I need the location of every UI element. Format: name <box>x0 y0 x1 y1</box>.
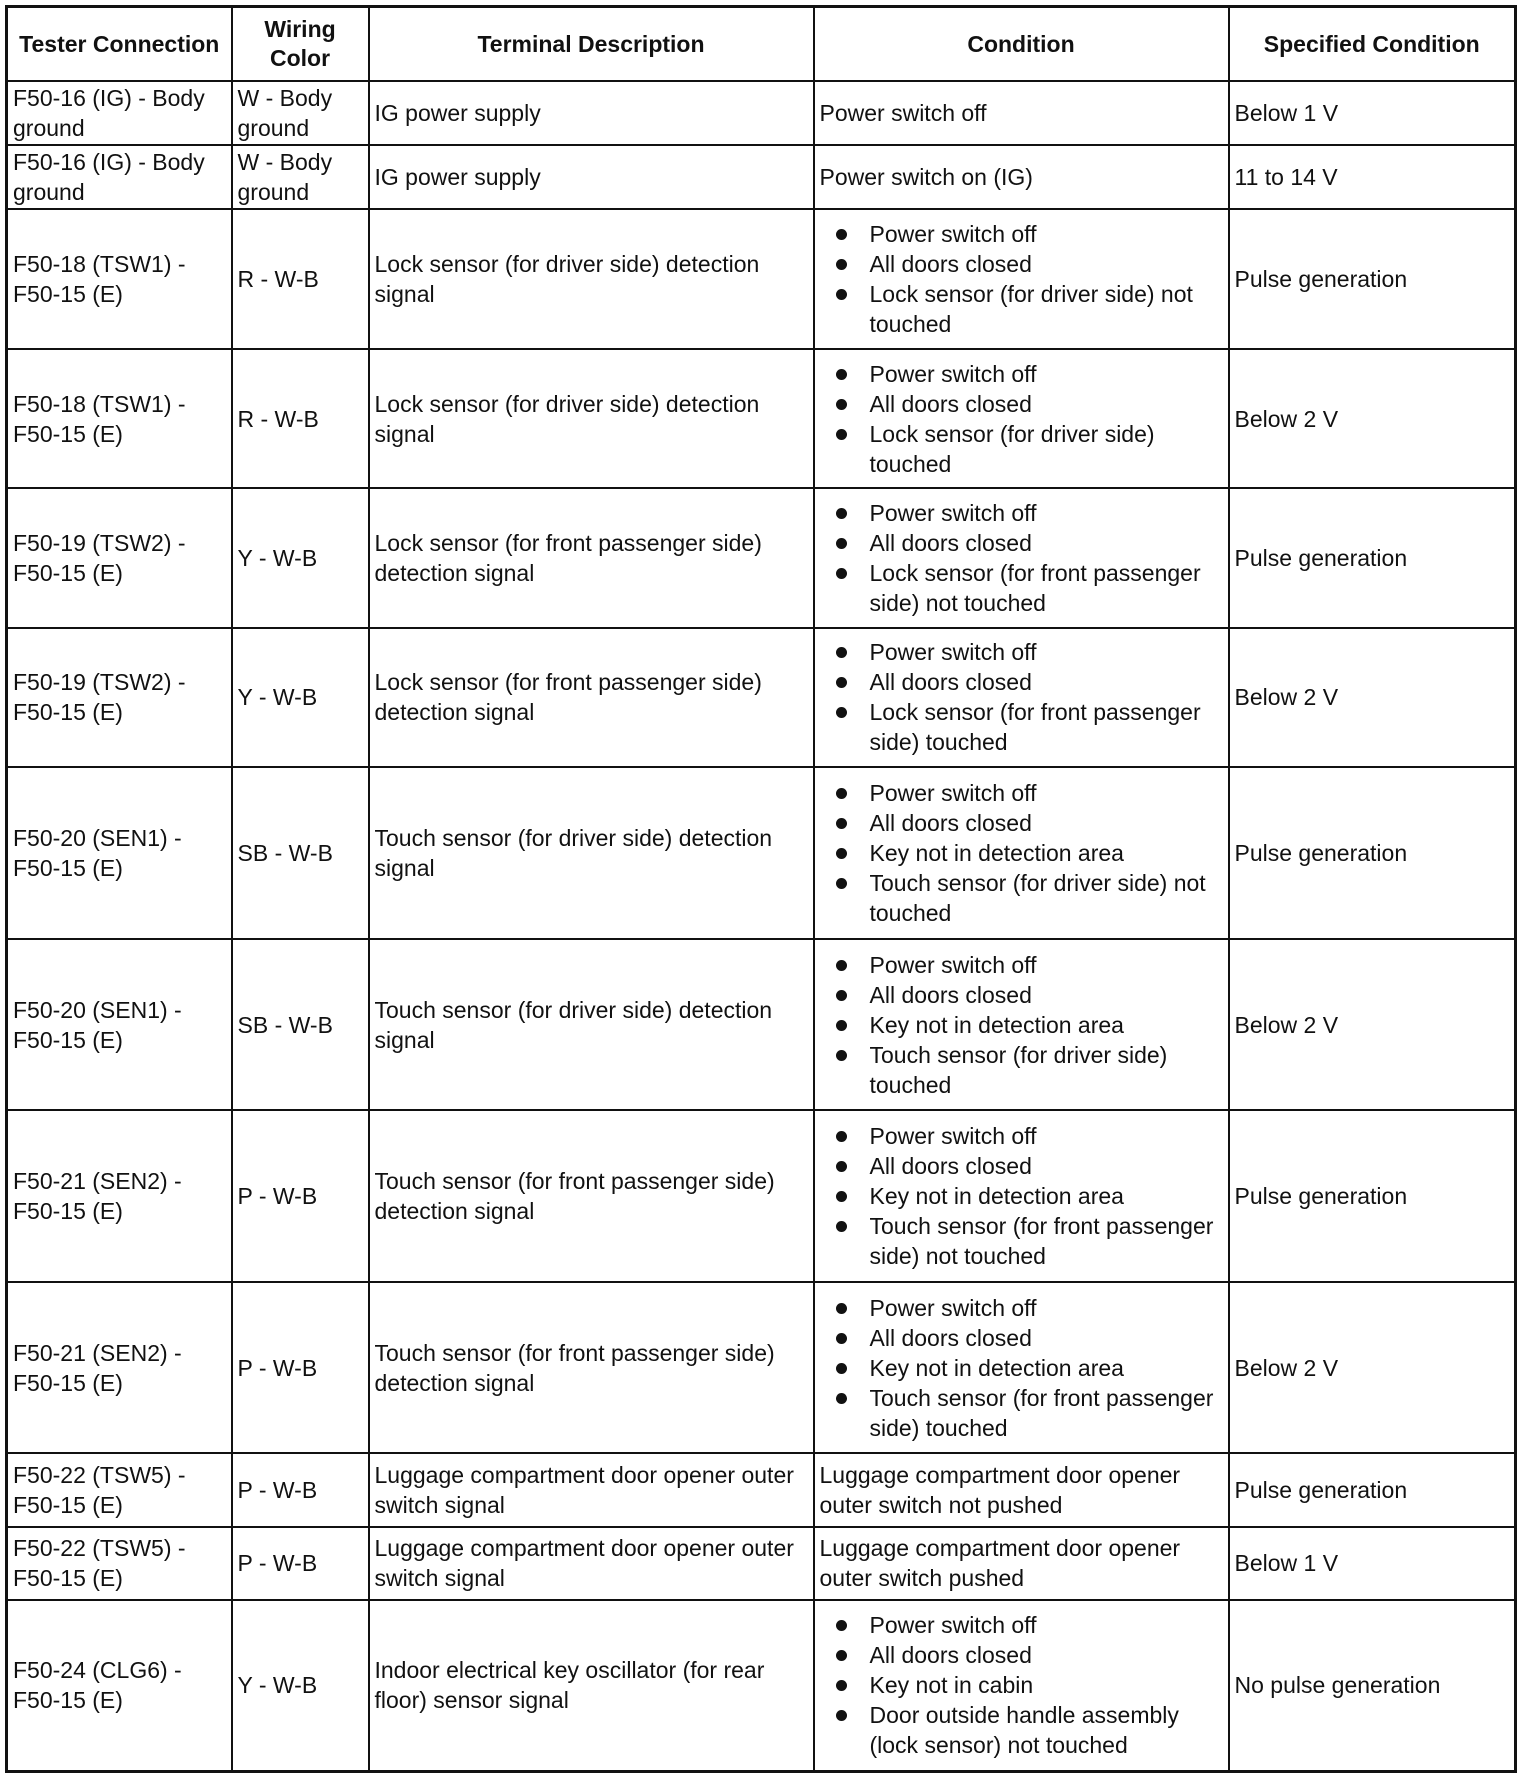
terminal-description-cell: Luggage compartment door opener outer switch signal <box>369 1453 814 1526</box>
condition-cell <box>814 1282 1229 1454</box>
condition-item: All doors closed <box>870 667 1223 697</box>
condition-item: Power switch off <box>870 1293 1223 1323</box>
specified-condition-cell: 11 to 14 V <box>1229 145 1516 209</box>
specified-condition-cell: Below 1 V <box>1229 81 1516 145</box>
condition-item: Touch sensor (for driver side) touched <box>870 1040 1223 1100</box>
condition-item: All doors closed <box>870 808 1223 838</box>
condition-item: Door outside handle assembly (lock sensor) not touched <box>870 1700 1223 1760</box>
condition-cell <box>814 209 1229 348</box>
table-row <box>7 1110 1516 1282</box>
condition-list <box>820 778 1223 928</box>
terminal-description-cell: Lock sensor (for front passenger side) detection signal <box>369 628 814 767</box>
tester-connection-cell: F50-19 (TSW2) - F50-15 (E) <box>7 628 232 767</box>
condition-item: Power switch off <box>870 950 1223 980</box>
specified-condition-cell: Pulse generation <box>1229 1453 1516 1526</box>
wiring-color-cell: W - Body ground <box>232 81 369 145</box>
condition-cell: Luggage compartment door opener outer switch not pushed <box>814 1453 1229 1526</box>
wiring-color-cell: R - W-B <box>232 209 369 348</box>
condition-item: Power switch off <box>870 498 1223 528</box>
condition-list <box>820 637 1223 757</box>
condition-item: Key not in detection area <box>870 1181 1223 1211</box>
terminal-description-cell: Lock sensor (for driver side) detection signal <box>369 349 814 488</box>
tester-connection-cell: F50-16 (IG) - Body ground <box>7 145 232 209</box>
terminal-description-cell: IG power supply <box>369 81 814 145</box>
condition-item: Power switch off <box>870 778 1223 808</box>
table-row <box>7 209 1516 348</box>
condition-list <box>820 498 1223 618</box>
condition-item: Power switch off <box>870 1610 1223 1640</box>
specified-condition-cell: Below 2 V <box>1229 939 1516 1111</box>
wiring-color-cell: SB - W-B <box>232 767 369 939</box>
tester-connection-cell: F50-20 (SEN1) - F50-15 (E) <box>7 767 232 939</box>
condition-cell: Luggage compartment door opener outer switch pushed <box>814 1527 1229 1600</box>
condition-item: Lock sensor (for driver side) not touched <box>870 279 1223 339</box>
terminal-description-cell: Lock sensor (for driver side) detection signal <box>369 209 814 348</box>
header-tester-connection: Tester Connection <box>7 7 232 82</box>
condition-item: Lock sensor (for front passenger side) not touched <box>870 558 1223 618</box>
header-condition: Condition <box>814 7 1229 82</box>
condition-item: All doors closed <box>870 1323 1223 1353</box>
table-row <box>7 767 1516 939</box>
table-row <box>7 145 1516 209</box>
condition-item: Key not in detection area <box>870 838 1223 868</box>
condition-item: Touch sensor (for front passenger side) not touched <box>870 1211 1223 1271</box>
tester-connection-cell: F50-18 (TSW1) - F50-15 (E) <box>7 349 232 488</box>
wiring-color-cell: W - Body ground <box>232 145 369 209</box>
header-specified-condition: Specified Condition <box>1229 7 1516 82</box>
terminal-description-cell: IG power supply <box>369 145 814 209</box>
terminal-description-cell: Touch sensor (for front passenger side) detection signal <box>369 1282 814 1454</box>
condition-item: All doors closed <box>870 1640 1223 1670</box>
condition-item: Power switch off <box>870 637 1223 667</box>
terminal-inspection-table <box>5 5 1517 1773</box>
tester-connection-cell: F50-21 (SEN2) - F50-15 (E) <box>7 1282 232 1454</box>
condition-cell <box>814 628 1229 767</box>
tester-connection-cell: F50-24 (CLG6) - F50-15 (E) <box>7 1600 232 1772</box>
condition-cell <box>814 767 1229 939</box>
tester-connection-cell: F50-16 (IG) - Body ground <box>7 81 232 145</box>
condition-cell: Power switch on (IG) <box>814 145 1229 209</box>
wiring-color-cell: Y - W-B <box>232 1600 369 1772</box>
wiring-color-cell: Y - W-B <box>232 488 369 627</box>
condition-item: All doors closed <box>870 980 1223 1010</box>
specified-condition-cell: Below 2 V <box>1229 349 1516 488</box>
condition-list <box>820 950 1223 1100</box>
condition-cell <box>814 349 1229 488</box>
terminal-description-cell: Lock sensor (for front passenger side) detection signal <box>369 488 814 627</box>
table-row <box>7 1453 1516 1526</box>
tester-connection-cell: F50-22 (TSW5) - F50-15 (E) <box>7 1527 232 1600</box>
terminal-description-cell: Touch sensor (for front passenger side) detection signal <box>369 1110 814 1282</box>
condition-item: All doors closed <box>870 389 1223 419</box>
condition-cell <box>814 1600 1229 1772</box>
condition-list <box>820 219 1223 339</box>
table-row <box>7 628 1516 767</box>
wiring-color-cell: P - W-B <box>232 1453 369 1526</box>
condition-item: All doors closed <box>870 249 1223 279</box>
condition-list <box>820 1121 1223 1271</box>
condition-item: Key not in detection area <box>870 1010 1223 1040</box>
specified-condition-cell: Pulse generation <box>1229 1110 1516 1282</box>
condition-list <box>820 1610 1223 1760</box>
condition-item: Key not in detection area <box>870 1353 1223 1383</box>
specified-condition-cell: Below 2 V <box>1229 1282 1516 1454</box>
specified-condition-cell: Pulse generation <box>1229 209 1516 348</box>
terminal-description-cell: Luggage compartment door opener outer switch signal <box>369 1527 814 1600</box>
wiring-color-cell: SB - W-B <box>232 939 369 1111</box>
table-row <box>7 488 1516 627</box>
table-row <box>7 1282 1516 1454</box>
terminal-description-cell: Touch sensor (for driver side) detection signal <box>369 767 814 939</box>
wiring-color-cell: P - W-B <box>232 1110 369 1282</box>
condition-item: All doors closed <box>870 1151 1223 1181</box>
condition-item: Power switch off <box>870 1121 1223 1151</box>
specified-condition-cell: Pulse generation <box>1229 767 1516 939</box>
terminal-description-cell: Indoor electrical key oscillator (for rear floor) sensor signal <box>369 1600 814 1772</box>
tester-connection-cell: F50-19 (TSW2) - F50-15 (E) <box>7 488 232 627</box>
table-row <box>7 349 1516 488</box>
condition-cell <box>814 488 1229 627</box>
condition-cell: Power switch off <box>814 81 1229 145</box>
tester-connection-cell: F50-21 (SEN2) - F50-15 (E) <box>7 1110 232 1282</box>
wiring-color-cell: Y - W-B <box>232 628 369 767</box>
condition-cell <box>814 939 1229 1111</box>
condition-cell <box>814 1110 1229 1282</box>
specified-condition-cell: No pulse generation <box>1229 1600 1516 1772</box>
header-wiring-color: Wiring Color <box>232 7 369 82</box>
condition-item: Touch sensor (for driver side) not touched <box>870 868 1223 928</box>
wiring-color-cell: P - W-B <box>232 1282 369 1454</box>
table-row <box>7 1527 1516 1600</box>
table-row <box>7 939 1516 1111</box>
condition-list <box>820 1293 1223 1443</box>
wiring-color-cell: P - W-B <box>232 1527 369 1600</box>
condition-item: Lock sensor (for front passenger side) touched <box>870 697 1223 757</box>
condition-item: Key not in cabin <box>870 1670 1223 1700</box>
condition-item: All doors closed <box>870 528 1223 558</box>
condition-list <box>820 359 1223 479</box>
table-header-row <box>7 7 1516 82</box>
specified-condition-cell: Below 2 V <box>1229 628 1516 767</box>
tester-connection-cell: F50-18 (TSW1) - F50-15 (E) <box>7 209 232 348</box>
condition-item: Touch sensor (for front passenger side) touched <box>870 1383 1223 1443</box>
table-row <box>7 81 1516 145</box>
condition-item: Power switch off <box>870 219 1223 249</box>
table-row <box>7 1600 1516 1772</box>
header-terminal-description: Terminal Description <box>369 7 814 82</box>
condition-item: Lock sensor (for driver side) touched <box>870 419 1223 479</box>
tester-connection-cell: F50-22 (TSW5) - F50-15 (E) <box>7 1453 232 1526</box>
condition-item: Power switch off <box>870 359 1223 389</box>
wiring-color-cell: R - W-B <box>232 349 369 488</box>
tester-connection-cell: F50-20 (SEN1) - F50-15 (E) <box>7 939 232 1111</box>
specified-condition-cell: Below 1 V <box>1229 1527 1516 1600</box>
terminal-description-cell: Touch sensor (for driver side) detection signal <box>369 939 814 1111</box>
specified-condition-cell: Pulse generation <box>1229 488 1516 627</box>
